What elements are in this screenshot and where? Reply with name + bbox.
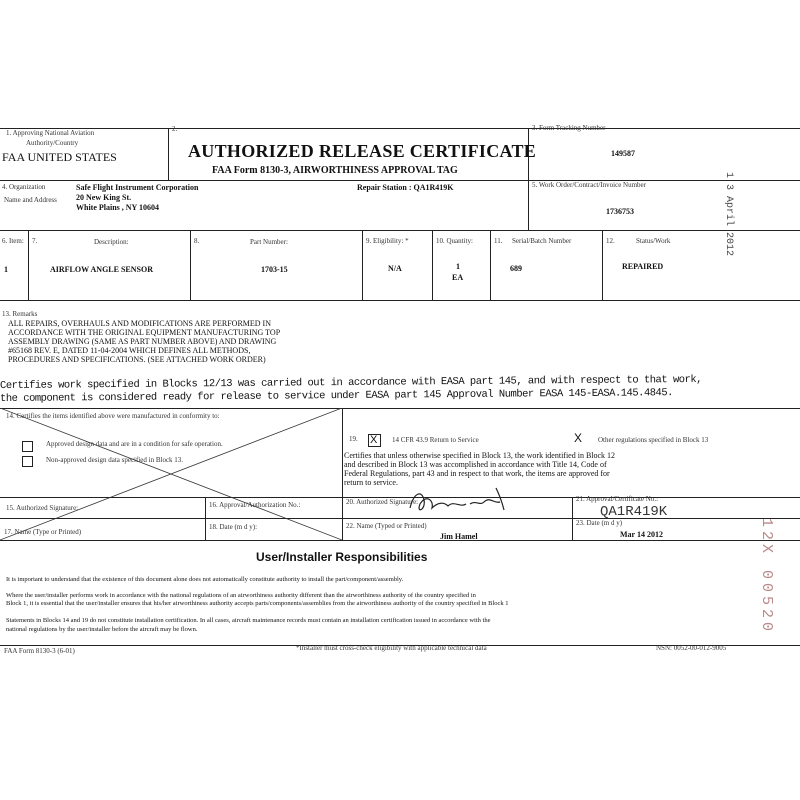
block1-label: 1. Approving National Aviation (6, 129, 95, 137)
block23-label: 23. Date (m d y) (576, 519, 623, 527)
footer-form-number: FAA Form 8130-3 (6-01) (4, 647, 75, 655)
block3-label: 3. Form Tracking Number (532, 124, 606, 132)
block21-label: 21. Approval/Certificate No.: (576, 495, 659, 503)
other-regulations-mark: X (574, 431, 583, 445)
block20-label: 20. Authorized Signature: (346, 498, 419, 506)
organization-name: Safe Flight Instrument Corporation (76, 183, 199, 192)
col-serial-number: 11. (494, 237, 503, 245)
responsibilities-heading: User/Installer Responsibilities (256, 550, 428, 564)
block14-approved-checkbox[interactable] (22, 441, 33, 452)
col-status-number: 12. (606, 237, 615, 245)
block14-approved-label: Approved design data and are in a condition for safe operation. (46, 440, 223, 448)
col-item-header: 6. Item: (2, 237, 24, 245)
received-date-stamp: 1 3 April 2012 (723, 172, 734, 257)
block14-label: 14. Certifies the items identified above were manufactured in conformity to: (6, 412, 220, 420)
remarks-line-5: PROCEDURES AND SPECIFICATIONS. (SEE ATTACHED WORK ORDER) (8, 355, 266, 364)
responsibilities-para-2b: Block 1, it is essential that the user/installer ensures that his/her airworthiness authority accepts parts/components/assemblies from the airworthiness authority of the country specified in Block 1 (6, 600, 509, 607)
responsibilities-para-1: It is important to understand that the existence of this document alone does not automatically constitute authority to install the part/component/assembly. (6, 576, 404, 583)
responsibilities-para-2a: Where the user/installer performs work in accordance with the national regulations of an airworthiness authority different than the airworthiness authority of the country specified in (6, 592, 476, 599)
row-quantity-unit: EA (452, 273, 464, 282)
col-part-number-header: Part Number: (250, 238, 288, 246)
block14-void-cross (0, 408, 342, 540)
block19-text-2: and described in Block 13 was accomplished in accordance with Title 14, Code of (344, 460, 607, 469)
repair-station: Repair Station : QA1R419K (357, 183, 454, 192)
block4-label: 4. Organization (2, 183, 46, 191)
easa-statement-line-2: the component is considered ready for release to service under EASA part 145 Approval Number EASA 145-EASA.145.4845. (0, 387, 673, 405)
work-order-number: 1736753 (606, 207, 634, 216)
footer-eligibility-note: *Installer must cross-check eligibility with applicable technical data (296, 644, 487, 652)
footer-nsn: NSN: 0052-00-012-9005 (656, 644, 727, 652)
col-status-header: Status/Work (636, 237, 671, 245)
return-to-service-label: 14 CFR 43.9 Return to Service (392, 436, 479, 444)
remarks-line-2: ACCORDANCE WITH THE ORIGINAL EQUIPMENT MANUFACTURING TOP (8, 328, 281, 337)
block4-label-line2: Name and Address (4, 196, 57, 204)
certificate-subtitle: FAA Form 8130-3, AIRWORTHINESS APPROVAL TAG (212, 165, 458, 176)
block2-number: 2. (172, 125, 178, 133)
serial-stamp: 12X 00520 (758, 518, 775, 636)
row-quantity: 1 (456, 262, 460, 271)
block14-nonapproved-checkbox[interactable] (22, 456, 33, 467)
signer-name: Jim Hamel (440, 532, 478, 541)
col-description-header: Description: (94, 238, 129, 246)
col-serial-header: Serial/Batch Number (512, 237, 572, 245)
row-part-number: 1703-15 (261, 265, 288, 274)
row-description: AIRFLOW ANGLE SENSOR (50, 265, 153, 274)
block5-label: 5. Work Order/Contract/Invoice Number (532, 181, 646, 189)
authorized-signature (404, 482, 516, 520)
block16-label: 16. Approval/Authorization No.: (209, 501, 301, 509)
block22-label: 22. Name (Typed or Printed) (346, 522, 427, 530)
block14-nonapproved-label: Non-approved design data specified in Block 13. (46, 456, 184, 464)
col-quantity-header: 10. Quantity: (436, 237, 473, 245)
responsibilities-para-3a: Statements in Blocks 14 and 19 do not constitute installation certification. In all cases, aircraft maintenance records must contain an installation certification issued in accordance with the (6, 617, 491, 624)
organization-street: 20 New King St. (76, 193, 132, 202)
block19-text-1: Certifies that unless otherwise specified in Block 13, the work identified in Block 12 (344, 451, 616, 460)
form-tracking-number: 149587 (611, 149, 635, 158)
organization-city: White Plains , NY 10604 (76, 203, 160, 212)
block13-label: 13. Remarks (2, 310, 38, 318)
remarks-line-3: ASSEMBLY DRAWING (SAME AS PART NUMBER ABOVE) AND DRAWING (8, 337, 277, 346)
block19-number: 19. (349, 435, 358, 443)
col-part-number-number: 8. (194, 237, 200, 245)
other-regulations-label: Other regulations specified in Block 13 (598, 436, 709, 444)
remarks-line-1: ALL REPAIRS, OVERHAULS AND MODIFICATIONS ARE PERFORMED IN (8, 319, 271, 328)
row-serial: 689 (510, 264, 522, 273)
col-eligibility-header: 9. Eligibility: * (366, 237, 409, 245)
row-status: REPAIRED (622, 262, 664, 271)
block17-label: 17. Name (Type or Printed) (4, 528, 82, 536)
responsibilities-para-3b: national regulations by the user/installer before the aircraft may be flown. (6, 626, 198, 633)
block18-label: 18. Date (m d y): (209, 523, 258, 531)
block19-text-3: Federal Regulations, part 43 and in respect to that work, the items are approved for (344, 469, 610, 478)
row-eligibility: N/A (388, 264, 402, 273)
col-description-number: 7. (32, 237, 38, 245)
block19-text-4: return to service. (344, 478, 398, 487)
block1-country: FAA UNITED STATES (2, 150, 117, 164)
approval-certificate-number: QA1R419K (600, 504, 668, 520)
return-to-service-mark: X (370, 434, 378, 446)
certificate-title: AUTHORIZED RELEASE CERTIFICATE (188, 141, 537, 161)
remarks-line-4: #65168 REV. E, DATED 11-04-2004 WHICH DEFINES ALL METHODS, (8, 346, 251, 355)
block1-label-line2: Authority/Country (26, 139, 79, 147)
easa-statement-line-1: Certifies work specified in Blocks 12/13 was carried out in accordance with EASA part 145, and with respect to that work, (0, 373, 703, 392)
block15-label: 15. Authorized Signature: (6, 504, 79, 512)
signature-date: Mar 14 2012 (620, 530, 663, 539)
row-item: 1 (4, 265, 8, 274)
